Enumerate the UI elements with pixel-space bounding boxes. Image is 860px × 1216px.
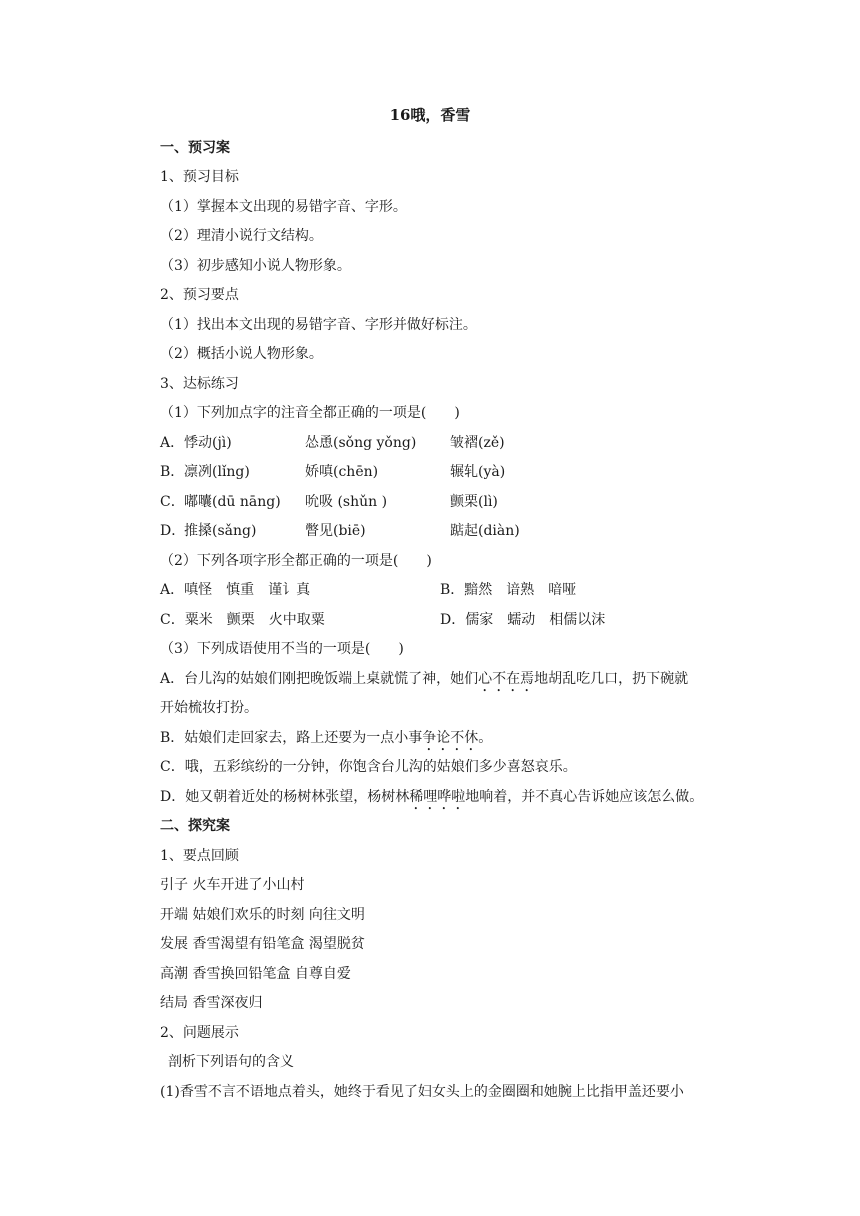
problem-item: (1)香雪不言不语地点着头，她终于看见了妇女头上的金圈圈和她腕上比指甲盖还要小	[160, 1084, 684, 1100]
option-label: B．	[160, 464, 185, 480]
instruction-text: 剖析下列语句的含义	[168, 1054, 294, 1070]
point-item: （1）找出本文出现的易错字音、字形并做好标注。	[160, 317, 477, 333]
question-3: （3）下列成语使用不当的一项是( )	[160, 641, 404, 657]
subheading-exercises: 3、达标练习	[160, 376, 239, 392]
option-item: 踮起(diàn)	[450, 523, 520, 539]
question-1: （1）下列加点字的注音全都正确的一项是( )	[160, 405, 460, 421]
goal-item: （1）掌握本文出现的易错字音、字形。	[160, 199, 407, 215]
option-item: D．儒家 蠕动 相儒以沫	[440, 612, 606, 628]
option-text: 。	[478, 730, 493, 746]
option-text: 地响着，并不真心告诉她应该怎么做。	[465, 789, 704, 805]
review-item: 发展 香雪渴望有铅笔盒 渴望脱贫	[160, 936, 365, 952]
option-item: 瞥见(biē)	[305, 523, 366, 539]
subheading-review: 1、要点回顾	[160, 848, 239, 864]
option-text: D．她又朝着近处的杨树林张望，杨树林	[160, 789, 410, 805]
option-text: B．姑娘们走回家去，路上还要为一点小事	[160, 730, 423, 746]
emphasized-idiom: 心不在焉	[478, 671, 535, 687]
section-heading-preview: 一、预习案	[160, 140, 230, 156]
option-item	[160, 787, 703, 813]
option-item	[160, 669, 688, 695]
option-continuation: 开始梳妆打扮。	[160, 700, 258, 716]
option-item: 吮吸 (shǔn )	[305, 494, 388, 510]
option-item: 皱褶(zě)	[450, 435, 505, 451]
option-label: A．	[160, 435, 185, 451]
option-item: 推搡(sǎng)	[184, 523, 257, 539]
goal-item: （3）初步感知小说人物形象。	[160, 258, 351, 274]
option-label: C．	[160, 494, 185, 510]
option-item: 辗轧(yà)	[450, 464, 506, 480]
review-item: 开端 姑娘们欢乐的时刻 向往文明	[160, 907, 365, 923]
option-item: C．粟米 颤栗 火中取粟	[160, 612, 325, 628]
emphasized-idiom: 稀哩哗啦	[409, 789, 466, 805]
option-item: 嘟囔(dū nāng)	[184, 494, 281, 510]
emphasized-idiom: 争论不休	[422, 730, 479, 746]
option-item: 娇嗔(chēn)	[305, 464, 379, 480]
option-item: 凛冽(lǐng)	[184, 464, 250, 480]
goal-item: （2）理清小说行文结构。	[160, 228, 323, 244]
subheading-points: 2、预习要点	[160, 287, 239, 303]
review-item: 引子 火车开进了小山村	[160, 877, 305, 893]
option-item: B．黯然 谙熟 喑哑	[440, 582, 577, 598]
option-item: 怂恿(sǒng yǒng)	[305, 435, 417, 451]
subheading-goals: 1、预习目标	[160, 169, 239, 185]
subheading-problems: 2、问题展示	[160, 1025, 239, 1041]
point-item: （2）概括小说人物形象。	[160, 346, 323, 362]
option-item: A．嗔怪 慎重 谨讠真	[160, 582, 311, 598]
page-title: 16哦，香雪	[389, 106, 471, 124]
option-label: D．	[160, 523, 186, 539]
section-heading-explore: 二、探究案	[160, 818, 230, 834]
question-2: （2）下列各项字形全都正确的一项是( )	[160, 553, 432, 569]
option-text: 地胡乱吃几口，扔下碗就	[534, 671, 689, 687]
review-item: 高潮 香雪换回铅笔盒 自尊自爱	[160, 966, 351, 982]
review-item: 结局 香雪深夜归	[160, 995, 263, 1011]
option-item	[160, 728, 492, 754]
option-item: C．哦，五彩缤纷的一分钟，你饱含台儿沟的姑娘们多少喜怒哀乐。	[160, 759, 577, 775]
option-item: 悸动(jì)	[184, 435, 232, 451]
option-item: 颤栗(lì)	[450, 494, 498, 510]
option-text: A．台儿沟的姑娘们刚把晚饭端上桌就慌了神，她们	[160, 671, 479, 687]
